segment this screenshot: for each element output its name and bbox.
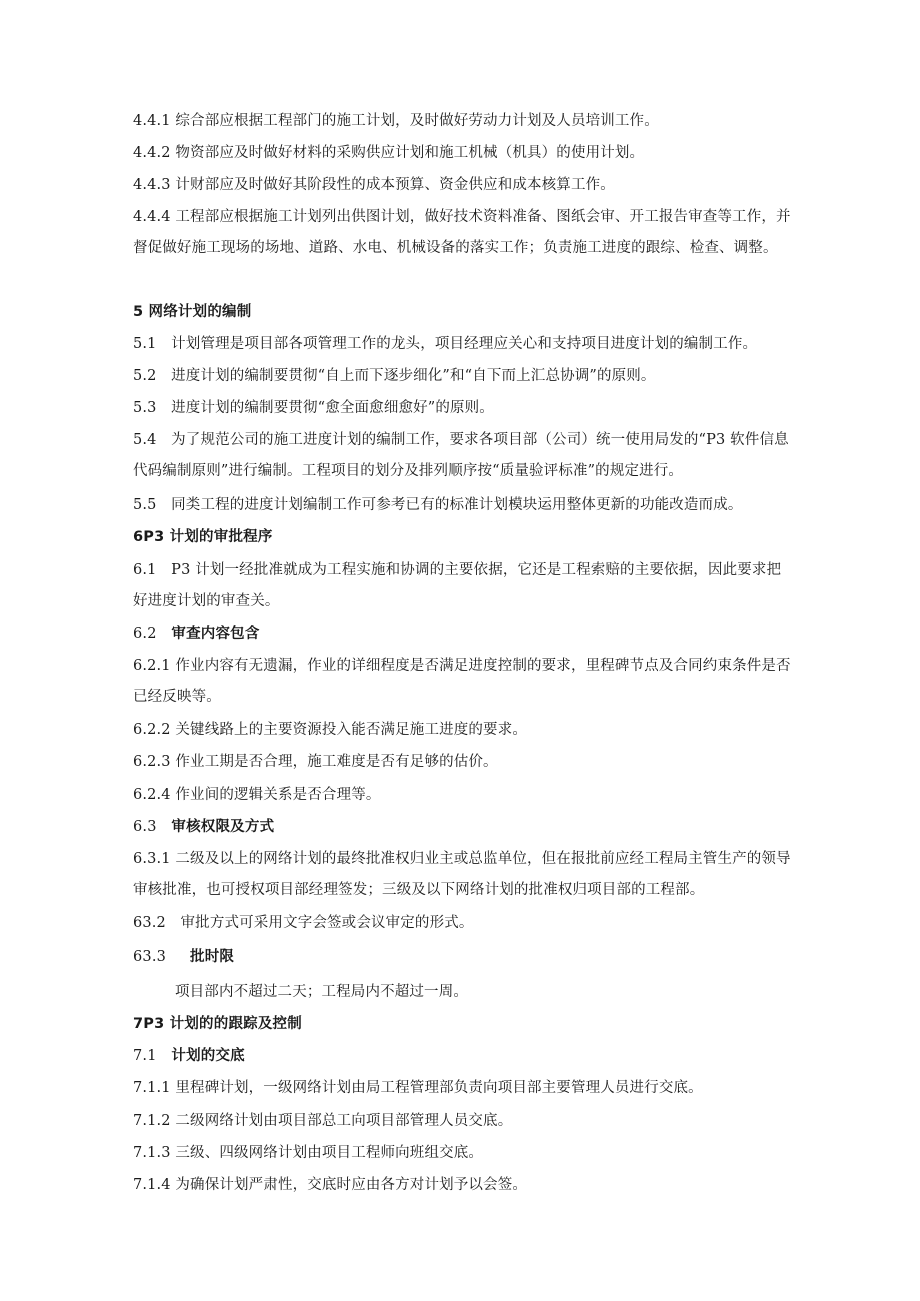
clause-6-3-1: 6.3.1 二级及以上的网络计划的最终批准权归业主或总监单位，但在报批前应经工程局主管生产的领导审核批准，也可授权项目部经理签发；三级及以下网络计划的批准权归项目部的工程部。 xyxy=(133,851,791,898)
clause-6-2-2: 6.2.2 关键线路上的主要资源投入能否满足施工进度的要求。 xyxy=(133,722,528,738)
subsection-6-3-3-number: 63.3 xyxy=(133,949,167,965)
clause-6-3-3-body: 项目部内不超过二天；工程局内不超过一周。 xyxy=(175,984,468,1000)
subsection-7-1-title: 计划的交底 xyxy=(171,1048,245,1064)
subsection-6-3-number: 6.3 xyxy=(133,819,157,835)
subsection-6-3-heading xyxy=(133,812,793,843)
subsection-7-1-number: 7.1 xyxy=(133,1048,157,1064)
subsection-6-2-number: 6.2 xyxy=(133,626,157,642)
clause-7-1-2: 7.1.2 二级网络计划由项目部总工向项目部管理人员交底。 xyxy=(133,1113,513,1129)
clause-4-4-2: 4.4.2 物资部应及时做好材料的采购供应计划和施工机械（机具）的使用计划。 xyxy=(133,145,645,161)
section-6-heading: 6P3 计划的审批程序 xyxy=(133,529,273,545)
subsection-6-3-3-heading xyxy=(133,942,793,973)
clause-6-2-4: 6.2.4 作业间的逻辑关系是否合理等。 xyxy=(133,787,381,803)
clause-7-1-4: 7.1.4 为确保计划严肃性，交底时应由各方对计划予以会签。 xyxy=(133,1177,528,1193)
subsection-6-3-title: 审核权限及方式 xyxy=(171,819,275,835)
clause-5-3: 5.3 进度计划的编制要贯彻“愈全面愈细愈好”的原则。 xyxy=(133,400,494,416)
clause-6-2-1: 6.2.1 作业内容有无遗漏，作业的详细程度是否满足进度控制的要求，里程碑节点及合同约束条件是否已经反映等。 xyxy=(133,658,791,705)
clause-6-3-2: 63.2 审批方式可采用文字会签或会议审定的形式。 xyxy=(133,915,474,931)
section-5-heading: 5 网络计划的编制 xyxy=(133,304,252,320)
clause-4-4-3: 4.4.3 计财部应及时做好其阶段性的成本预算、资金供应和成本核算工作。 xyxy=(133,177,615,193)
subsection-7-1-heading xyxy=(133,1041,793,1072)
clause-5-4: 5.4 为了规范公司的施工进度计划的编制工作，要求各项目部（公司）统一使用局发的“P3 软件信息代码编制原则”进行编制。工程项目的划分及排列顺序按“质量验评标准”的规定进行。 xyxy=(133,432,789,479)
clause-4-4-4: 4.4.4 工程部应根据施工计划列出供图计划，做好技术资料准备、图纸会审、开工报告审查等工作，并督促做好施工现场的场地、道路、水电、机械设备的落实工作；负责施工进度的跟综、检查、调整。 xyxy=(133,209,791,256)
subsection-6-2-heading xyxy=(133,619,793,650)
section-7-heading: 7P3 计划的的跟踪及控制 xyxy=(133,1016,302,1032)
subsection-6-3-3-title: 批时限 xyxy=(190,949,235,965)
clause-6-2-3: 6.2.3 作业工期是否合理，施工难度是否有足够的估价。 xyxy=(133,754,498,770)
clause-5-2: 5.2 进度计划的编制要贯彻“自上而下逐步细化”和“自下而上汇总协调”的原则。 xyxy=(133,368,656,384)
clause-6-1: 6.1 P3 计划一经批准就成为工程实施和协调的主要依据，它还是工程索赔的主要依据，因此要求把好进度计划的审查关。 xyxy=(133,562,782,609)
clause-7-1-1: 7.1.1 里程碑计划，一级网络计划由局工程管理部负责向项目部主要管理人员进行交底。 xyxy=(133,1080,703,1096)
subsection-6-2-title: 审查内容包含 xyxy=(171,626,260,642)
clause-5-1: 5.1 计划管理是项目部各项管理工作的龙头，项目经理应关心和支持项目进度计划的编制工作。 xyxy=(133,336,758,352)
clause-5-5: 5.5 同类工程的进度计划编制工作可参考已有的标准计划模块运用整体更新的功能改造而成。 xyxy=(133,497,743,513)
clause-4-4-1: 4.4.1 综合部应根据工程部门的施工计划，及时做好劳动力计划及人员培训工作。 xyxy=(133,113,659,129)
clause-7-1-3: 7.1.3 三级、四级网络计划由项目工程师向班组交底。 xyxy=(133,1145,484,1161)
